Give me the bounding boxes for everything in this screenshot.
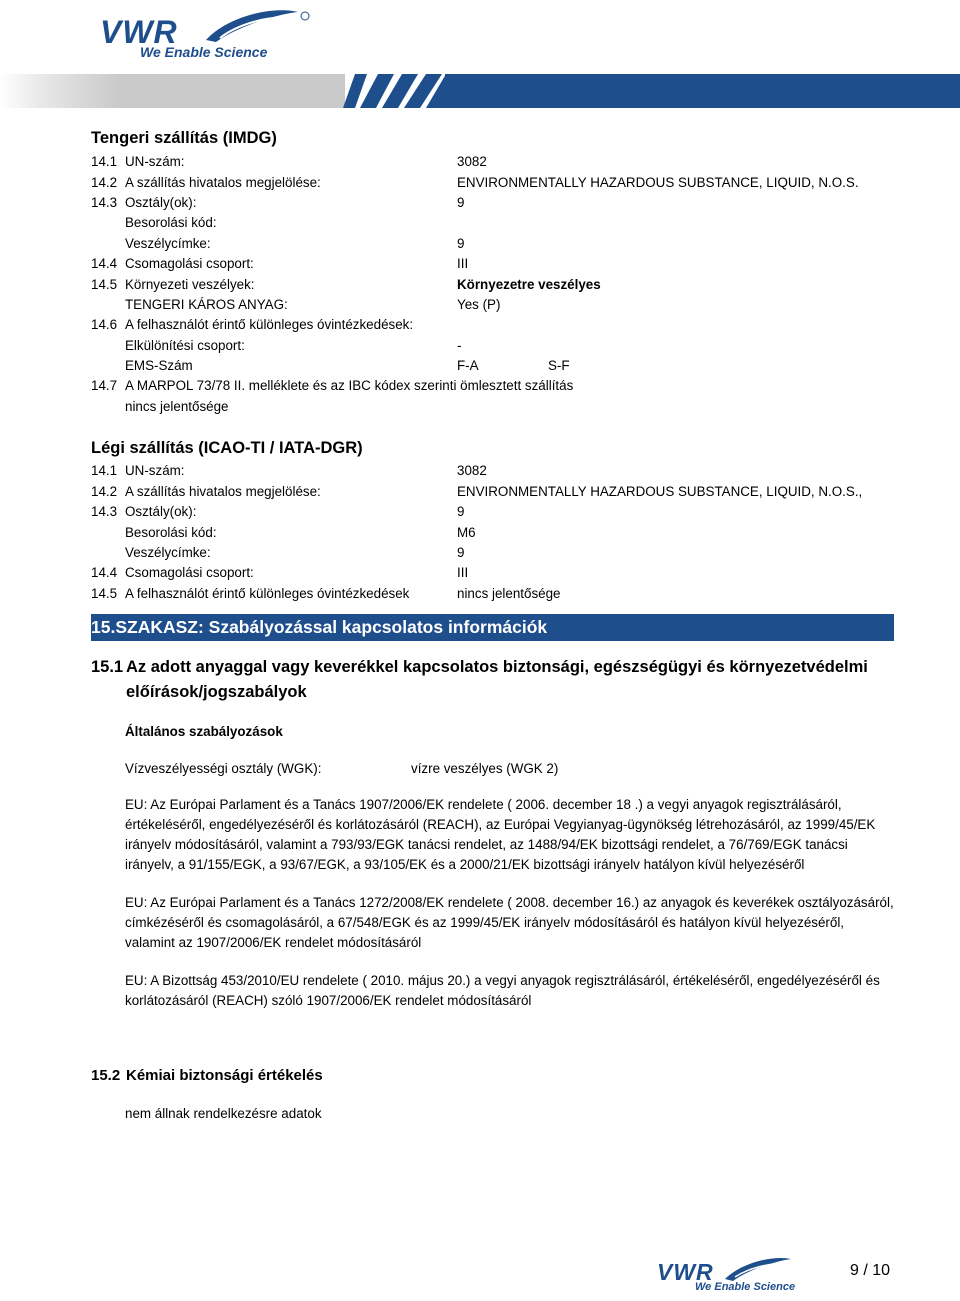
imdg-row-value: -: [457, 338, 462, 353]
imdg-row-label: nincs jelentősége: [125, 399, 229, 414]
imdg-row-value: ENVIRONMENTALLY HAZARDOUS SUBSTANCE, LIQUID, N.O.S.: [457, 175, 859, 190]
imdg-row-label: A felhasználót érintő különleges óvintézkedések:: [125, 317, 414, 332]
section-15-bar: 15.SZAKASZ: Szabályozással kapcsolatos információk: [91, 614, 894, 641]
imdg-row-label: Besorolási kód:: [125, 215, 217, 230]
iata-row-num: 14.1: [91, 463, 118, 478]
iata-row-value: 9: [457, 504, 465, 519]
imdg-row-label: Elkülönítési csoport:: [125, 338, 245, 353]
imdg-row-num: 14.7: [91, 378, 118, 393]
eu-regulation-1: EU: Az Európai Parlament és a Tanács 1907/2006/EK rendelete ( 2006. december 18 .) a vegyi anyagok regisztrálásáról, értékeléséről, engedélyezéséről és korlátozásáról (REACH), az Európai Vegyianyag-ügynökség létrehozásáról, az 1999/45/EK irányelv módosításáról, valamint a 793/93/EGK tanácsi rendelet, az 1488/94/EK bizottsági rendelet, a 76/769/EGK tanácsi irányelv, a 91/155/EGK, a 93/67/EGK, a 93/105/EK és a 2000/21/EK bizottsági irányelv hatályon kívül helyezéséről: [125, 797, 876, 872]
iata-row-label: Csomagolási csoport:: [125, 565, 254, 580]
imdg-row-num: 14.1: [91, 154, 118, 169]
imdg-row-value: F-A: [457, 358, 479, 373]
iata-row-value: M6: [457, 525, 476, 540]
imdg-row-value: III: [457, 256, 469, 271]
iata-title: Légi szállítás (ICAO-TI / IATA-DGR): [91, 439, 363, 457]
imdg-row-label: UN-szám:: [125, 154, 185, 169]
imdg-row-value: 9: [457, 195, 465, 210]
iata-row-value: 3082: [457, 463, 487, 478]
iata-row-value: nincs jelentősége: [457, 586, 561, 601]
imdg-row-value: 9: [457, 236, 465, 251]
general-regulations-heading: Általános szabályozások: [125, 724, 283, 739]
eu-regulation-3: EU: A Bizottság 453/2010/EU rendelete ( 2010. május 20.) a vegyi anyagok regisztrálásáról, értékeléséről, engedélyezéséről és korlátozásáról (REACH) szóló 1907/2006/EK rendelet módosításáról: [125, 973, 880, 1008]
imdg-row-num: 14.5: [91, 277, 118, 292]
logo-brand: VWR: [100, 14, 178, 50]
page-number: 9 / 10: [850, 1262, 891, 1279]
iata-row-value: ENVIRONMENTALLY HAZARDOUS SUBSTANCE, LIQUID, N.O.S.,: [457, 484, 863, 499]
imdg-row-num: 14.4: [91, 256, 118, 271]
header-band: [0, 74, 960, 108]
iata-row-num: 14.4: [91, 565, 118, 580]
imdg-row-value2: S-F: [548, 358, 570, 373]
iata-row-value: III: [457, 565, 469, 580]
imdg-row-label: Veszélycímke:: [125, 236, 211, 251]
imdg-row-label: Osztály(ok):: [125, 195, 197, 210]
imdg-row-value: 3082: [457, 154, 487, 169]
vwr-logo: [98, 4, 313, 69]
s152-number: 15.2: [91, 1067, 121, 1084]
footer-vwr-logo: [655, 1253, 805, 1298]
s151-number: 15.1: [91, 658, 124, 676]
footer-logo-brand: VWR: [657, 1259, 714, 1285]
imdg-row-num: 14.3: [91, 195, 118, 210]
imdg-row-label: A szállítás hivatalos megjelölése:: [125, 175, 321, 190]
s152-text: nem állnak rendelkezésre adatok: [125, 1106, 322, 1121]
logo-tagline: We Enable Science: [140, 44, 268, 60]
s151-title-line2: előírások/jogszabályok: [126, 683, 307, 701]
imdg-row-label: Csomagolási csoport:: [125, 256, 254, 271]
iata-row-num: 14.2: [91, 484, 118, 499]
page-header: [0, 0, 960, 112]
wgk-label: Vízveszélyességi osztály (WGK):: [125, 761, 322, 776]
imdg-row-value: Környezetre veszélyes: [457, 277, 601, 292]
imdg-row-num: 14.6: [91, 317, 118, 332]
iata-row-num: 14.5: [91, 586, 118, 601]
iata-row-label: A szállítás hivatalos megjelölése:: [125, 484, 321, 499]
iata-row-label: Veszélycímke:: [125, 545, 211, 560]
iata-row-num: 14.3: [91, 504, 118, 519]
footer-logo-tagline: We Enable Science: [695, 1281, 796, 1293]
eu-regulation-2: EU: Az Európai Parlament és a Tanács 1272/2008/EK rendelete ( 2008. december 16.) az anyagok és keverékek osztályozásáról, címkézéséről és csomagolásáról, a 67/548/EGK és az 1999/45/EK irányelv módosításáról és hatályon kívül helyezéséről, valamint az 1907/2006/EK rendelet módosításáról: [125, 895, 894, 950]
iata-row-value: 9: [457, 545, 465, 560]
imdg-row-label: TENGERI KÁROS ANYAG:: [125, 297, 288, 312]
imdg-row-value: Yes (P): [457, 297, 501, 312]
iata-row-label: UN-szám:: [125, 463, 185, 478]
iata-row-label: A felhasználót érintő különleges óvintézkedések: [125, 586, 410, 601]
imdg-row-label: A MARPOL 73/78 II. melléklete és az IBC kódex szerinti ömlesztett szállítás: [125, 378, 574, 393]
iata-row-label: Besorolási kód:: [125, 525, 217, 540]
s151-title-line1: Az adott anyaggal vagy keverékkel kapcsolatos biztonsági, egészségügyi és környezetvédelmi: [126, 658, 868, 676]
s152-title: Kémiai biztonsági értékelés: [126, 1067, 323, 1084]
imdg-row-label: EMS-Szám: [125, 358, 193, 373]
wgk-value: vízre veszélyes (WGK 2): [411, 761, 559, 776]
imdg-row-num: 14.2: [91, 175, 118, 190]
imdg-row-label: Környezeti veszélyek:: [125, 277, 255, 292]
iata-row-label: Osztály(ok):: [125, 504, 197, 519]
imdg-title: Tengeri szállítás (IMDG): [91, 129, 277, 147]
